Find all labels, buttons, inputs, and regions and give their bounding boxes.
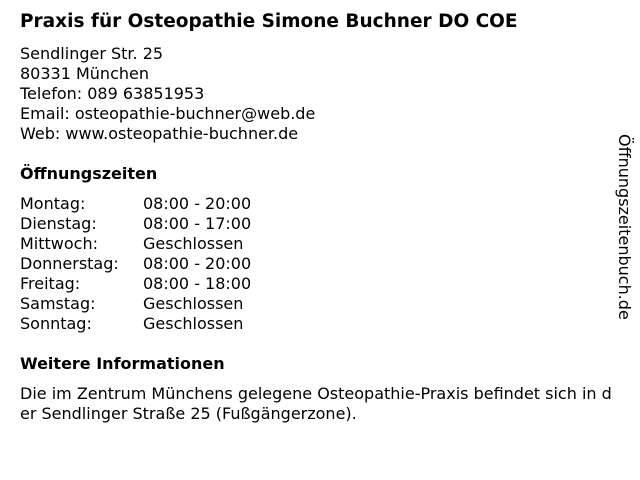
hours-row-thursday [20, 254, 251, 274]
more-info-text: Die im Zentrum Münchens gelegene Osteopathie-Praxis befindet sich in der Sendlinger Straße 25 (Fußgängerzone). [20, 384, 612, 423]
day-label: Samstag: [20, 294, 96, 313]
day-label: Mittwoch: [20, 234, 98, 253]
address-street: Sendlinger Str. 25 [20, 44, 164, 63]
day-hours: 08:00 - 17:00 [143, 214, 252, 233]
business-name: Praxis für Osteopathie Simone Buchner DO COE [20, 11, 518, 32]
hours-row-saturday [20, 294, 251, 314]
day-hours: 08:00 - 18:00 [143, 274, 252, 293]
hours-row-tuesday [20, 214, 251, 234]
hours-row-wednesday [20, 234, 251, 254]
day-hours: Geschlossen [143, 314, 244, 333]
more-info-heading: Weitere Informationen [20, 354, 225, 373]
opening-hours-heading: Öffnungszeiten [20, 164, 158, 183]
address-city: 80331 München [20, 64, 149, 83]
day-label: Sonntag: [20, 314, 92, 333]
day-hours: 08:00 - 20:00 [143, 254, 252, 273]
hours-row-friday [20, 274, 251, 294]
phone-number: Telefon: 089 63851953 [20, 84, 205, 103]
day-label: Freitag: [20, 274, 81, 293]
day-label: Montag: [20, 194, 86, 213]
day-hours: Geschlossen [143, 234, 244, 253]
day-label: Donnerstag: [20, 254, 119, 273]
opening-hours-table [20, 194, 251, 334]
website-address: Web: www.osteopathie-buchner.de [20, 124, 299, 143]
day-hours: 08:00 - 20:00 [143, 194, 252, 213]
day-label: Dienstag: [20, 214, 97, 233]
email-address: Email: osteopathie-buchner@web.de [20, 104, 316, 123]
address-block [20, 44, 315, 144]
hours-row-sunday [20, 314, 251, 334]
day-hours: Geschlossen [143, 294, 244, 313]
site-watermark-label: Öffnungszeitenbuch.de [615, 134, 634, 320]
hours-row-monday [20, 194, 251, 214]
